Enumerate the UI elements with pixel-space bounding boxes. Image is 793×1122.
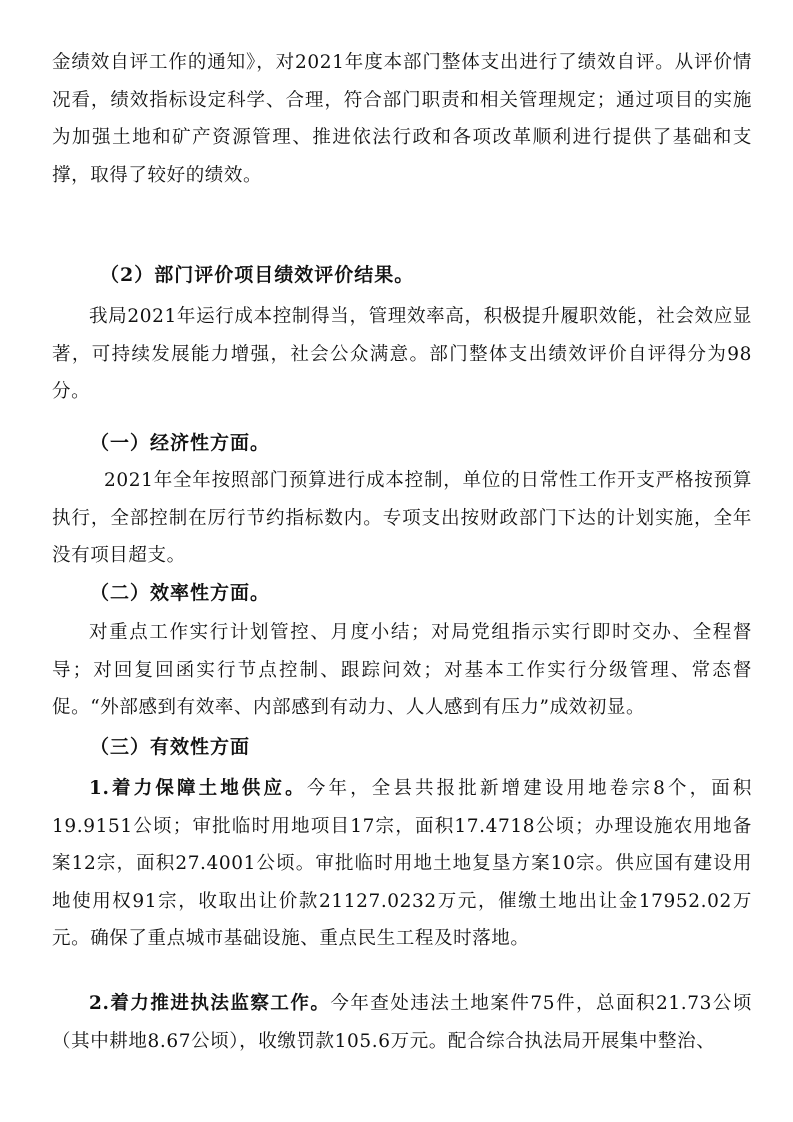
section-heading-economy: （一）经济性方面。 [90,432,271,454]
section-heading-project-results: （2）部门评价项目绩效评价结果。 [100,264,415,286]
paragraph-self-evaluation-summary: 金绩效自评工作的通知》，对2021年度本部门整体支出进行了绩效自评。从评价情况看，绩效指标设定科学、合理，符合部门职责和相关管理规定；通过项目的实施为加强土地和矿产资源管理、推进依法行政和各项改革顺利进行提供了基础和支撑，取得了较好的绩效。 [52,52,752,186]
paragraph-lead-enforcement: 2.着力推进执法监察工作。 [89,993,331,1014]
paragraph-efficiency: 对重点工作实行计划管控、月度小结；对局党组指示实行即时交办、全程督导；对回复回函实行节点控制、跟踪问效；对基本工作实行分级管理、常态督促。“外部感到有效率、内部感到有动力、人人感到有压力”成效初显。 [52,622,752,718]
section-heading-effectiveness: （三）有效性方面 [90,736,251,758]
paragraph-economy: 2021年全年按照部门预算进行成本控制，单位的日常性工作开支严格按预算执行，全部控制在厉行节约指标数内。专项支出按财政部门下达的计划实施，全年没有项目超支。 [52,470,752,566]
paragraph-overall-score: 我局2021年运行成本控制得当，管理效率高，积极提升履职效能，社会效应显著，可持续发展能力增强，社会公众满意。部门整体支出绩效评价自评得分为98分。 [52,306,752,402]
section-heading-efficiency: （二）效率性方面。 [90,582,271,604]
paragraph-enforcement [52,985,752,1060]
paragraph-lead-land-supply: 1.着力保障土地供应。 [89,778,307,799]
paragraph-body-enforcement: 今年查处违法土地案件75件，总面积21.73公顷（其中耕地8.67公顷），收缴罚款105.6万元。配合综合执法局开展集中整治、 [52,993,752,1052]
paragraph-land-supply [52,770,752,958]
paragraph-body-land-supply: 今年，全县共报批新增建设用地卷宗8个，面积19.9151公顷；审批临时用地项目17宗，面积17.4718公顷；办理设施农用地备案12宗，面积27.4001公顷。审批临时用地土地复垦方案10宗。供应国有建设用地使用权91宗，收取出让价款21127.0232万元，催缴土地出让金17952.02万元。确保了重点城市基础设施、重点民生工程及时落地。 [52,778,753,949]
